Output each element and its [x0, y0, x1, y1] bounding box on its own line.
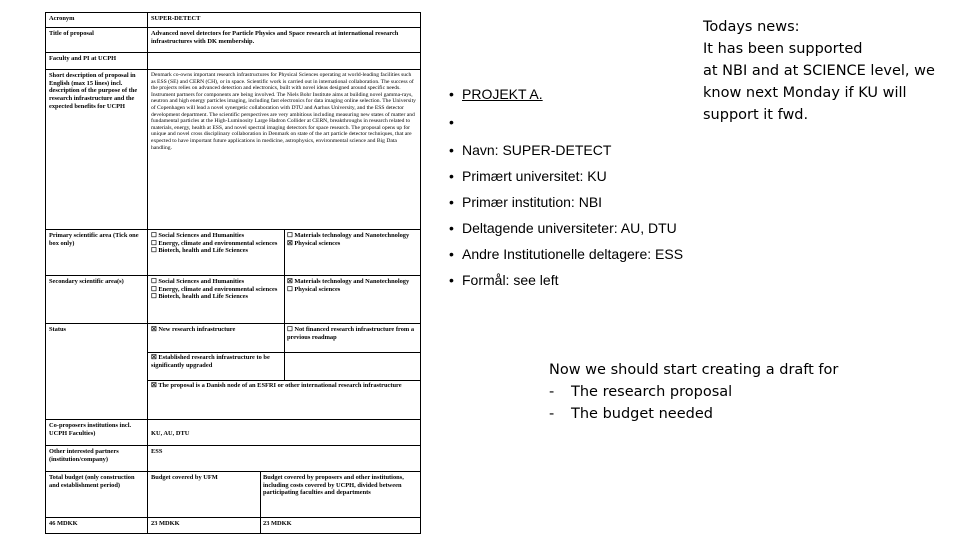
row-secondary-area: [46, 275, 420, 324]
draft-item-proposal: The research proposal: [571, 384, 733, 400]
description-value: Denmark co-owns important research infrastructures for Physical Sciences operating at world-leading facilities such as ESS (SE) and CERN (CH), or in space. Scientific work is carried out in international collaboration. The success of the projects relies on advanced detection and electronics, built with novel ideas designed around specific needs. Instrument partners for components are being involved. The Niels Bohr Institute aims at building novel gamma-rays, neutron and high energy particles imaging, including fast electronics for data imaging online selection. The University of Copenhagen will lead a novel synergetic collaboration with DTU and Aarhus University, and the ESS detector development department. The scientific perspectives are very ambitious including measuring new states of matter and fundamental particles at the High-Luminosity Large Hadron Collider at CERN, breakthroughs in research related to materials, energy, health at ESS, and novel spectral imaging detectors for space research. The proposal opens up for unique and novel cross disciplinary collaboration in Denmark on state of the art particle detector techniques, that are expected to have important future applications in medicine, astrophysics, environmental science and Big Data handling.: [151, 72, 416, 151]
primary-option-materials: ☐ Materials technology and Nanotechnology: [287, 232, 410, 239]
secondary-option-social: ☐ Social Sciences and Humanities: [151, 278, 245, 285]
budget-ufm-amount: 23 MDKK: [151, 520, 180, 527]
row-partners: [46, 445, 420, 472]
faculty-value: [148, 53, 420, 70]
secondary-option-physical: ☐ Physical sciences: [287, 285, 341, 293]
acronym-value: SUPER-DETECT: [151, 15, 201, 22]
title-label: Title of proposal: [46, 28, 148, 53]
primary-area-right: [284, 230, 420, 276]
status-option-esfri: ☒ The proposal is a Danish node of an ESFRI or other international research infrastructure: [151, 382, 402, 389]
row-faculty: [46, 52, 420, 70]
list-item: [449, 246, 683, 262]
row-budget-amounts: [46, 517, 420, 533]
list-item-empty: [449, 114, 462, 130]
row-title: [46, 27, 420, 53]
row-status: [46, 323, 420, 420]
news-line: at NBI and at SCIENCE level, we: [703, 63, 935, 79]
dash-marker: -: [549, 384, 555, 400]
acronym-label: Acronym: [46, 13, 148, 27]
budget-label: Total budget (only construction and establishment period): [46, 472, 148, 518]
faculty-label: Faculty and PI at UCPH: [46, 53, 148, 70]
row-budget: [46, 471, 420, 518]
list-item: [449, 220, 677, 236]
list-item: [449, 272, 558, 288]
dash-marker: -: [549, 406, 555, 422]
primary-option-social: ☐ Social Sciences and Humanities: [151, 232, 245, 239]
primary-option-physical: ☒ Physical sciences: [287, 239, 341, 247]
secondary-area-left: [148, 276, 284, 324]
list-item: [449, 142, 611, 158]
title-value: Advanced novel detectors for Particle Physics and Space research at international research infrastructures with DK membership.: [151, 30, 399, 45]
draft-item: [549, 381, 838, 403]
status-option-not-financed: ☐ Not financed research infrastructure from a previous roadmap: [287, 326, 415, 341]
primary-institution-label: Primær institution:: [462, 194, 575, 210]
secondary-option-biotech: ☐ Biotech, health and Life Sciences: [151, 293, 248, 301]
project-heading: PROJEKT A.: [462, 86, 543, 102]
news-line: support it fwd.: [703, 107, 809, 123]
news-heading: Todays news:: [703, 19, 800, 35]
status-label: Status: [46, 324, 148, 420]
primary-option-energy: ☐ Energy, climate and environmental sciences: [151, 239, 278, 247]
primary-institution-value: NBI: [578, 194, 603, 210]
budget-total: 46 MDKK: [46, 518, 148, 533]
participating-universities-value: AU, DTU: [620, 220, 677, 236]
other-institutions-label: Andre Institutionelle deltagere:: [462, 246, 652, 262]
bullet-dot: •: [449, 272, 454, 288]
list-item: [449, 194, 602, 210]
budget-other-label: Budget covered by proposers and other institutions, including costs covered by UCPH, divided between participating faculties and departments: [263, 474, 404, 497]
draft-item: [549, 403, 838, 425]
row-coproposers: [46, 419, 420, 446]
news-line: know next Monday if KU will: [703, 85, 907, 101]
name-label: Navn:: [462, 142, 499, 158]
primary-university-value: KU: [587, 168, 607, 184]
purpose-label: Formål:: [462, 272, 510, 288]
status-option-new: ☒ New research infrastructure: [151, 326, 236, 333]
bullet-dot: •: [449, 86, 454, 102]
partners-value: ESS: [151, 448, 163, 455]
draft-intro: Now we should start creating a draft for: [549, 362, 839, 378]
primary-area-label: Primary scientific area (Tick one box only): [46, 230, 148, 276]
row-acronym: [46, 13, 420, 27]
name-value: SUPER-DETECT: [502, 142, 612, 158]
list-item: [449, 168, 607, 184]
row-primary-area: [46, 229, 420, 276]
primary-university-label: Primært universitet:: [462, 168, 584, 184]
news-note: [703, 16, 935, 126]
primary-option-biotech: ☐ Biotech, health and Life Sciences: [151, 247, 248, 255]
partners-label: Other interested partners (institution/company): [46, 446, 148, 472]
primary-area-left: [148, 230, 284, 276]
budget-other-amount: 23 MDKK: [263, 520, 292, 527]
secondary-area-right: [284, 276, 420, 324]
budget-ufm-label: Budget covered by UFM: [151, 474, 218, 481]
purpose-value: see left: [513, 272, 559, 288]
proposal-form-scan: [45, 12, 421, 534]
other-institutions-value: ESS: [655, 246, 684, 262]
coproposers-label: Co-proposers institutions incl. UCPH Faculties): [46, 420, 148, 446]
bullet-dot: •: [449, 220, 454, 236]
secondary-option-energy: ☐ Energy, climate and environmental sciences: [151, 285, 278, 293]
draft-note: [549, 359, 838, 425]
status-option-upgraded: ☒ Established research infrastructure to be significantly upgraded: [151, 354, 270, 369]
secondary-option-materials: ☒ Materials technology and Nanotechnology: [287, 278, 410, 285]
bullet-dot: •: [449, 168, 454, 184]
bullet-dot: •: [449, 246, 454, 262]
draft-item-budget: The budget needed: [571, 406, 713, 422]
news-line: It has been supported: [703, 41, 863, 57]
bullet-dot: •: [449, 194, 454, 210]
row-description: [46, 69, 420, 230]
secondary-area-label: Secondary scientific area(s): [46, 276, 148, 324]
bullet-dot: •: [449, 142, 454, 158]
list-item: [449, 86, 543, 102]
bullet-dot: •: [449, 114, 454, 130]
description-label: Short description of proposal in English (max 15 lines) incl. description of the purpose of the research infrastructure and the expected benefits for UCPH: [46, 70, 148, 230]
coproposers-value: KU, AU, DTU: [151, 430, 190, 437]
participating-universities-label: Deltagende universiteter:: [462, 220, 618, 236]
